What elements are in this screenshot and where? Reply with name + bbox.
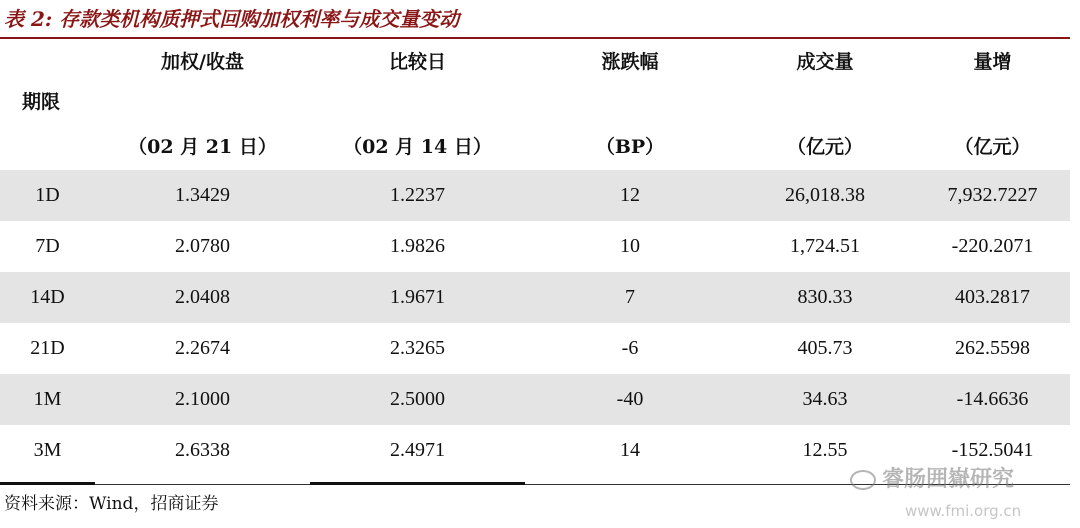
wechat-icon bbox=[850, 470, 876, 490]
change-cell: 12 bbox=[525, 170, 735, 221]
table-row bbox=[0, 272, 1070, 323]
header-increase-unit: （亿元） bbox=[954, 135, 1031, 158]
compare-cell: 2.5000 bbox=[310, 374, 525, 425]
weighted-cell: 2.2674 bbox=[175, 337, 230, 359]
header-period: 期限 bbox=[22, 90, 61, 113]
term-cell: 1D bbox=[0, 170, 95, 221]
weighted-cell: 2.1000 bbox=[95, 374, 310, 425]
compare-cell: 2.3265 bbox=[390, 337, 445, 359]
header-volume-unit: （亿元） bbox=[786, 135, 863, 158]
title-rule bbox=[0, 37, 1070, 39]
increase-cell: -14.6636 bbox=[915, 374, 1070, 425]
term-cell: 1M bbox=[0, 374, 95, 425]
volume-cell: 1,724.51 bbox=[790, 235, 860, 257]
bottom-accent-left bbox=[0, 482, 95, 485]
table-row bbox=[0, 323, 1070, 374]
change-cell: 10 bbox=[620, 235, 640, 257]
increase-cell: -220.2071 bbox=[951, 235, 1034, 257]
increase-cell: -152.5041 bbox=[951, 438, 1034, 461]
watermark bbox=[850, 462, 1014, 493]
header-weighted: 加权/收盘 bbox=[161, 50, 244, 73]
change-cell: -40 bbox=[525, 374, 735, 425]
compare-cell: 1.9671 bbox=[310, 272, 525, 323]
volume-cell: 405.73 bbox=[797, 337, 853, 359]
header-increase: 量增 bbox=[973, 50, 1012, 73]
header-change-unit: （BP） bbox=[595, 135, 665, 158]
volume-cell: 26,018.38 bbox=[735, 170, 915, 221]
change-cell: 14 bbox=[620, 438, 640, 461]
change-cell: 7 bbox=[525, 272, 735, 323]
source-note: 资料来源：Wind，招商证券 bbox=[4, 494, 219, 514]
weighted-cell: 2.6338 bbox=[175, 438, 230, 461]
header-compare: 比较日 bbox=[388, 50, 446, 73]
table-row bbox=[0, 374, 1070, 425]
compare-cell: 2.4971 bbox=[390, 438, 445, 461]
table-row bbox=[0, 170, 1070, 221]
compare-cell: 1.9826 bbox=[390, 235, 445, 257]
watermark-text: 睿肠囲嶽研究 bbox=[882, 467, 1015, 492]
term-cell: 3M bbox=[33, 438, 62, 461]
header-compare-date: （02 月 14 日） bbox=[343, 135, 492, 158]
term-cell: 14D bbox=[0, 272, 95, 323]
volume-cell: 830.33 bbox=[735, 272, 915, 323]
table-title: 表 2: 存款类机构质押式回购加权利率与成交量变动 bbox=[4, 7, 460, 31]
weighted-cell: 2.0408 bbox=[95, 272, 310, 323]
weighted-cell: 1.3429 bbox=[95, 170, 310, 221]
header-period-spacer bbox=[0, 40, 95, 80]
rate-volume-table bbox=[0, 40, 1070, 475]
header-volume: 成交量 bbox=[796, 50, 854, 73]
term-cell: 7D bbox=[35, 235, 60, 257]
header-change: 涨跌幅 bbox=[601, 50, 659, 73]
volume-cell: 34.63 bbox=[735, 374, 915, 425]
change-cell: -6 bbox=[621, 337, 639, 359]
compare-cell: 1.2237 bbox=[310, 170, 525, 221]
weighted-cell: 2.0780 bbox=[175, 235, 230, 257]
watermark-url: www.fmi.org.cn bbox=[905, 502, 1022, 520]
increase-cell: 403.2817 bbox=[915, 272, 1070, 323]
term-cell: 21D bbox=[30, 337, 65, 359]
increase-cell: 262.5598 bbox=[955, 337, 1030, 359]
header-weighted-date: （02 月 21 日） bbox=[128, 135, 277, 158]
bottom-accent-mid bbox=[310, 482, 525, 485]
volume-cell: 12.55 bbox=[802, 438, 848, 461]
table-row bbox=[0, 221, 1070, 272]
increase-cell: 7,932.7227 bbox=[915, 170, 1070, 221]
